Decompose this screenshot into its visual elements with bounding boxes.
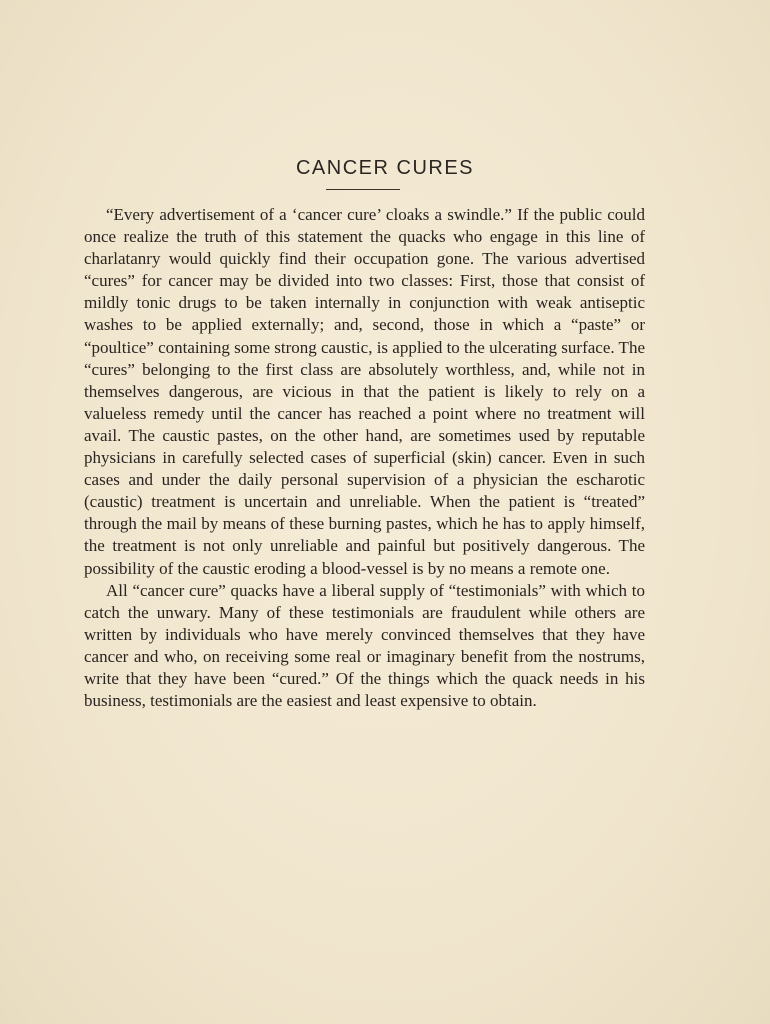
paragraph-1: “Every advertisement of a ‘cancer cure’ cloaks a swindle.” If the public could once realize the truth of this statement the quacks who engage in this line of charlatanry would quickly find their occupation gone. The various advertised “cures” for cancer may be divided into two classes: First, those that consist of mildly tonic drugs to be taken internally in conjunction with weak antiseptic washes to be applied externally; and, second, those in which a “paste” or “poultice” containing some strong caustic, is applied to the ulcerating surface. The “cures” belonging to the first class are absolutely worthless, and, while not in themselves dangerous, are vicious in that the patient is likely to rely on a valueless remedy until the cancer has reached a point where no treatment will avail. The caustic pastes, on the other hand, are sometimes used by reputable physicians in carefully selected cases of superficial (skin) cancer. Even in such cases and under the daily personal supervision of a physician the escharotic (caustic) treatment is uncertain and unreliable. When the patient is “treated” through the mail by means of these burning pastes, which he has to apply himself, the treatment is not only unreliable and painful but positively dangerous. The possibility of the caustic eroding a blood-vessel is by no means a remote one.	[84, 205, 645, 578]
paragraph-2: All “cancer cure” quacks have a liberal supply of “testimonials” with which to catch the unwary. Many of these testimonials are fraudulent while others are written by individuals who have merely convinced themselves that they have cancer and who, on receiving some real or imaginary benefit from the nostrums, write that they have been “cured.” Of the things which the quack needs in his business, testimonials are the easiest and least expensive to obtain.	[84, 580, 645, 711]
title-rule	[326, 189, 400, 190]
page-title: CANCER CURES	[295, 157, 475, 179]
body-text	[84, 204, 645, 712]
